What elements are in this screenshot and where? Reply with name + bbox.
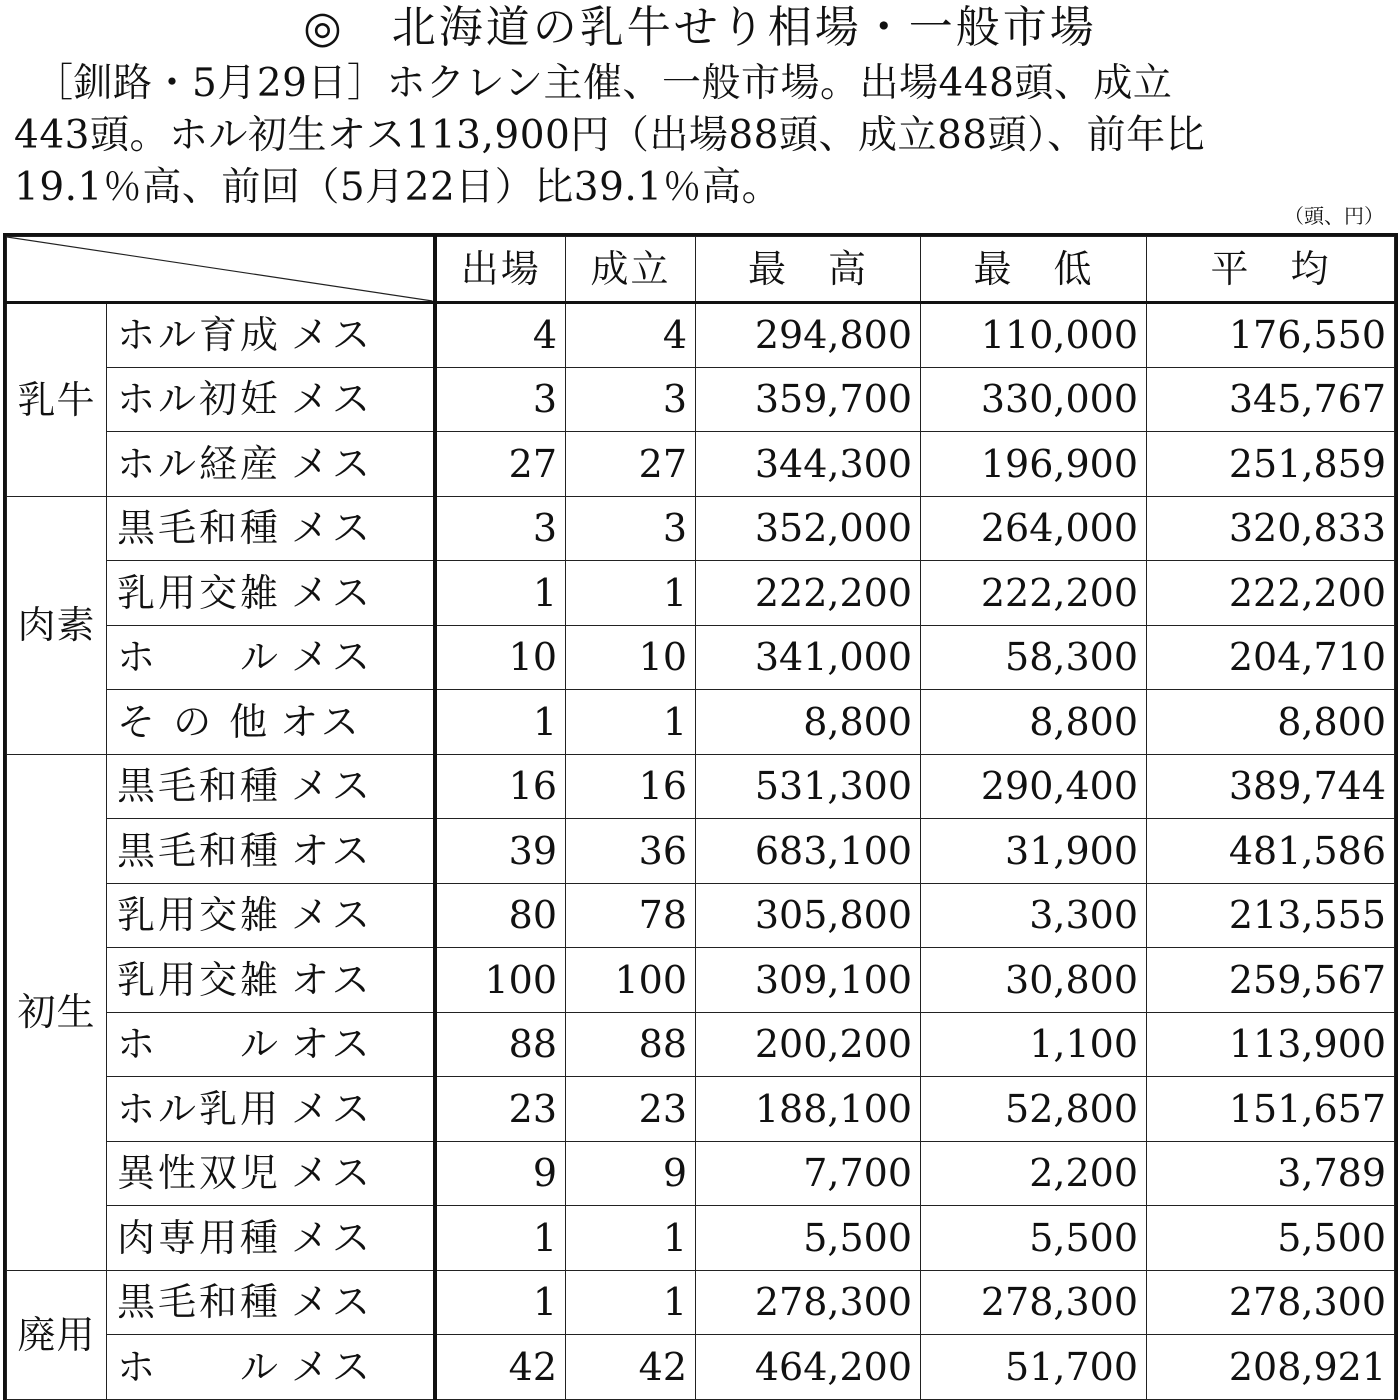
max-price-cell: 344,300 (696, 432, 921, 497)
sex-label: メス (291, 1215, 374, 1260)
category-cell (107, 303, 435, 368)
category-name: ホル初妊 (117, 377, 282, 422)
min-price-cell: 110,000 (921, 303, 1147, 368)
max-price-cell: 341,000 (696, 625, 921, 690)
min-price-cell: 264,000 (921, 496, 1147, 561)
shipped-cell: 10 (435, 625, 566, 690)
sex-label: メス (291, 1086, 374, 1131)
diagonal-line (7, 237, 433, 301)
table-row (7, 496, 1395, 561)
category-name: ホル育成 (117, 313, 282, 358)
lead-line: ［釧路・5月29日］ホクレン主催、一般市場。出場448頭、成立 (14, 61, 1173, 106)
min-price-cell: 278,300 (921, 1270, 1147, 1335)
min-price-cell: 330,000 (921, 367, 1147, 432)
sex-label: メス (291, 635, 374, 680)
max-price-cell: 8,800 (696, 690, 921, 755)
avg-price-cell: 222,200 (1147, 561, 1395, 626)
category-name: ホ ル (117, 1344, 282, 1389)
sex-label: オス (291, 828, 373, 873)
header-max: 最 高 (696, 237, 921, 303)
sold-cell: 88 (566, 1012, 696, 1077)
category-cell (107, 432, 435, 497)
header-avg: 平 均 (1147, 237, 1395, 303)
sold-cell: 27 (566, 432, 696, 497)
table-header-row (7, 237, 1395, 303)
table-row (7, 1335, 1395, 1400)
avg-price-cell: 208,921 (1147, 1335, 1395, 1400)
sex-label: メス (291, 570, 374, 615)
shipped-cell: 39 (435, 819, 566, 884)
sex-label: オス (291, 957, 373, 1002)
category-name: 黒毛和種 (117, 1280, 282, 1325)
avg-price-cell: 320,833 (1147, 496, 1395, 561)
table-row (7, 1206, 1395, 1271)
avg-price-cell: 204,710 (1147, 625, 1395, 690)
sold-cell: 1 (566, 561, 696, 626)
lead-paragraph (14, 58, 1388, 214)
min-price-cell: 3,300 (921, 883, 1147, 948)
shipped-cell: 88 (435, 1012, 566, 1077)
sold-cell: 1 (566, 1206, 696, 1271)
table-row (7, 367, 1395, 432)
max-price-cell: 683,100 (696, 819, 921, 884)
sold-cell: 3 (566, 367, 696, 432)
table-row (7, 432, 1395, 497)
shipped-cell: 23 (435, 1077, 566, 1142)
header-shipped: 出場 (435, 237, 566, 303)
max-price-cell: 294,800 (696, 303, 921, 368)
header-min: 最 低 (921, 237, 1147, 303)
category-name: 肉専用種 (117, 1215, 282, 1260)
category-name: ホル経産 (117, 441, 282, 486)
table-row (7, 625, 1395, 690)
avg-price-cell: 151,657 (1147, 1077, 1395, 1142)
max-price-cell: 5,500 (696, 1206, 921, 1271)
category-name: 黒毛和種 (117, 506, 282, 551)
group-label: 乳牛 (7, 303, 107, 497)
max-price-cell: 305,800 (696, 883, 921, 948)
category-name: 黒毛和種 (117, 828, 282, 873)
sex-label: メス (291, 506, 374, 551)
category-cell (107, 1335, 435, 1400)
max-price-cell: 359,700 (696, 367, 921, 432)
category-cell (107, 948, 435, 1013)
sold-cell: 9 (566, 1141, 696, 1206)
table-row (7, 819, 1395, 884)
sold-cell: 1 (566, 690, 696, 755)
category-cell (107, 690, 435, 755)
avg-price-cell: 345,767 (1147, 367, 1395, 432)
page-title: ◎ 北海道の乳牛せり相場・一般市場 (303, 2, 1097, 53)
category-cell (107, 883, 435, 948)
shipped-cell: 1 (435, 561, 566, 626)
table-row (7, 948, 1395, 1013)
table-row (7, 690, 1395, 755)
category-cell (107, 1270, 435, 1335)
avg-price-cell: 5,500 (1147, 1206, 1395, 1271)
category-name: 乳用交雑 (117, 957, 282, 1002)
category-name: 黒毛和種 (117, 764, 282, 809)
shipped-cell: 100 (435, 948, 566, 1013)
min-price-cell: 8,800 (921, 690, 1147, 755)
shipped-cell: 3 (435, 496, 566, 561)
unit-label: （頭、円） (1284, 204, 1384, 228)
shipped-cell: 3 (435, 367, 566, 432)
category-cell (107, 496, 435, 561)
category-cell (107, 1206, 435, 1271)
max-price-cell: 278,300 (696, 1270, 921, 1335)
sold-cell: 42 (566, 1335, 696, 1400)
avg-price-cell: 176,550 (1147, 303, 1395, 368)
category-name: ホ ル (117, 1022, 282, 1067)
table-row (7, 754, 1395, 819)
category-cell (107, 1077, 435, 1142)
avg-price-cell: 251,859 (1147, 432, 1395, 497)
sold-cell: 4 (566, 303, 696, 368)
category-name: そ の 他 (117, 699, 271, 744)
sex-label: メス (291, 313, 374, 358)
group-label: 初生 (7, 754, 107, 1270)
sex-label: メス (291, 1151, 374, 1196)
shipped-cell: 1 (435, 690, 566, 755)
min-price-cell: 51,700 (921, 1335, 1147, 1400)
min-price-cell: 58,300 (921, 625, 1147, 690)
shipped-cell: 42 (435, 1335, 566, 1400)
table-row (7, 1141, 1395, 1206)
sex-label: メス (291, 1344, 374, 1389)
category-name: ホ ル (117, 635, 282, 680)
avg-price-cell: 389,744 (1147, 754, 1395, 819)
avg-price-cell: 259,567 (1147, 948, 1395, 1013)
max-price-cell: 7,700 (696, 1141, 921, 1206)
max-price-cell: 531,300 (696, 754, 921, 819)
shipped-cell: 80 (435, 883, 566, 948)
min-price-cell: 196,900 (921, 432, 1147, 497)
table-row (7, 1012, 1395, 1077)
table-row (7, 561, 1395, 626)
min-price-cell: 31,900 (921, 819, 1147, 884)
table-row (7, 1077, 1395, 1142)
table-body (7, 303, 1395, 1400)
table-row (7, 1270, 1395, 1335)
sold-cell: 1 (566, 1270, 696, 1335)
max-price-cell: 222,200 (696, 561, 921, 626)
min-price-cell: 1,100 (921, 1012, 1147, 1077)
sold-cell: 3 (566, 496, 696, 561)
category-name: 乳用交雑 (117, 570, 282, 615)
sold-cell: 36 (566, 819, 696, 884)
min-price-cell: 222,200 (921, 561, 1147, 626)
header-corner-cell (7, 237, 435, 303)
category-cell (107, 561, 435, 626)
max-price-cell: 464,200 (696, 1335, 921, 1400)
min-price-cell: 30,800 (921, 948, 1147, 1013)
table-row (7, 303, 1395, 368)
header-sold: 成立 (566, 237, 696, 303)
lead-line: 443頭。ホル初生オス113,900円（出場88頭、成立88頭）、前年比 (14, 113, 1206, 158)
min-price-cell: 2,200 (921, 1141, 1147, 1206)
category-cell (107, 367, 435, 432)
avg-price-cell: 481,586 (1147, 819, 1395, 884)
category-name: 乳用交雑 (117, 893, 282, 938)
avg-price-cell: 213,555 (1147, 883, 1395, 948)
category-cell (107, 754, 435, 819)
group-label: 肉素 (7, 496, 107, 754)
category-cell (107, 1012, 435, 1077)
min-price-cell: 5,500 (921, 1206, 1147, 1271)
sex-label: メス (291, 1280, 374, 1325)
sold-cell: 78 (566, 883, 696, 948)
shipped-cell: 1 (435, 1206, 566, 1271)
max-price-cell: 352,000 (696, 496, 921, 561)
min-price-cell: 290,400 (921, 754, 1147, 819)
max-price-cell: 200,200 (696, 1012, 921, 1077)
sex-label: オス (280, 699, 362, 744)
sold-cell: 23 (566, 1077, 696, 1142)
sold-cell: 16 (566, 754, 696, 819)
shipped-cell: 27 (435, 432, 566, 497)
shipped-cell: 9 (435, 1141, 566, 1206)
avg-price-cell: 8,800 (1147, 690, 1395, 755)
shipped-cell: 16 (435, 754, 566, 819)
sex-label: メス (291, 893, 374, 938)
shipped-cell: 1 (435, 1270, 566, 1335)
sex-label: メス (291, 764, 374, 809)
market-price-table (6, 236, 1395, 1400)
shipped-cell: 4 (435, 303, 566, 368)
max-price-cell: 188,100 (696, 1077, 921, 1142)
table-row (7, 883, 1395, 948)
category-cell (107, 819, 435, 884)
category-name: ホル乳用 (117, 1086, 282, 1131)
lead-line: 19.1％高、前回（5月22日）比39.1％高。 (14, 165, 782, 210)
min-price-cell: 52,800 (921, 1077, 1147, 1142)
category-cell (107, 1141, 435, 1206)
group-label: 廃用 (7, 1270, 107, 1399)
avg-price-cell: 113,900 (1147, 1012, 1395, 1077)
avg-price-cell: 278,300 (1147, 1270, 1395, 1335)
sold-cell: 10 (566, 625, 696, 690)
sold-cell: 100 (566, 948, 696, 1013)
sex-label: メス (291, 377, 374, 422)
category-name: 異性双児 (117, 1151, 282, 1196)
max-price-cell: 309,100 (696, 948, 921, 1013)
sex-label: メス (291, 441, 374, 486)
category-cell (107, 625, 435, 690)
sex-label: オス (291, 1022, 373, 1067)
avg-price-cell: 3,789 (1147, 1141, 1395, 1206)
